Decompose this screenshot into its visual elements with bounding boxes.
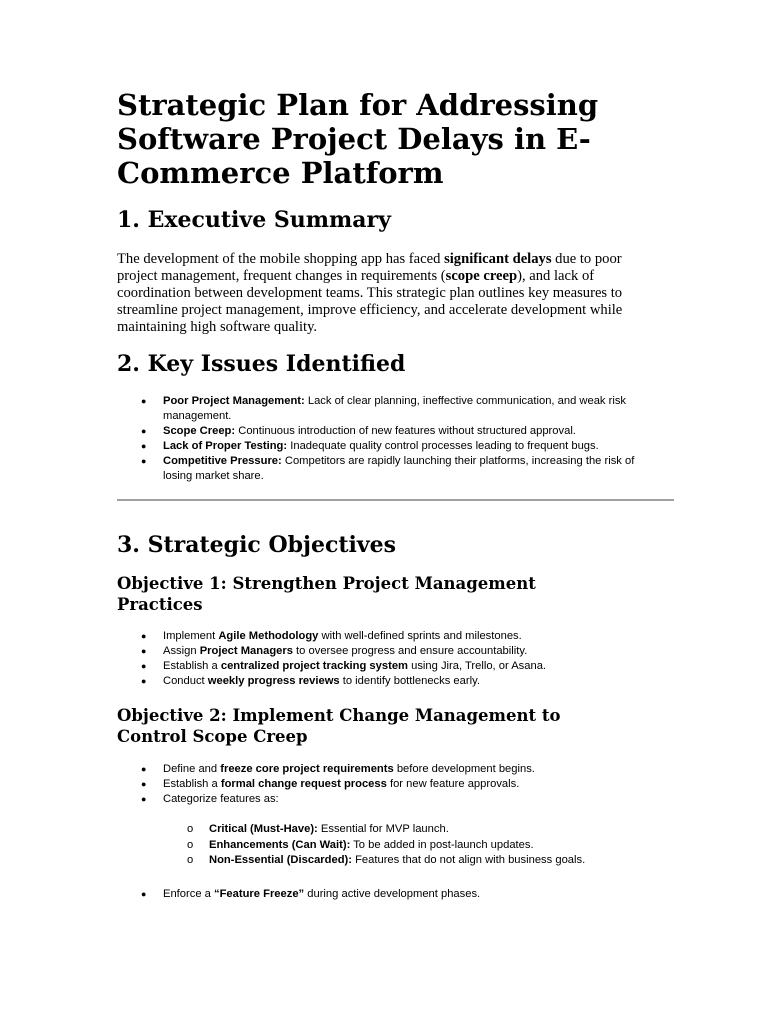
bullet-icon: ● [141, 426, 147, 436]
list-item [117, 424, 662, 439]
item-text: Competitors are rapidly launching their platforms, increasing the risk of losing market share. [163, 455, 635, 482]
item-label: Non-Essential (Discarded): [209, 854, 352, 866]
bullet-icon: ● [141, 889, 147, 899]
bullet-icon: ● [141, 661, 147, 671]
heading-key-issues: 2. Key Issues Identified [117, 351, 406, 377]
key-issues-list [117, 394, 662, 484]
objective-2-list [117, 762, 662, 807]
item-label: Critical (Must-Have): [209, 823, 318, 835]
item-bold: weekly progress reviews [207, 675, 340, 687]
item-text: Establish a [163, 778, 221, 790]
text-run: ), and lack of coordination between development teams. This strategic plan outlines key measures to streamline project management, improve efficiency, and accelerate development while maintaining high software quality. [117, 268, 623, 335]
item-bold: “Feature Freeze” [214, 888, 305, 900]
item-label: Scope Creep: [163, 425, 236, 437]
item-bold: formal change request process [220, 778, 387, 790]
item-text: using Jira, Trello, or Asana. [408, 660, 547, 672]
list-item [117, 454, 662, 484]
bullet-icon: ● [141, 676, 147, 686]
item-bold: centralized project tracking system [220, 660, 408, 672]
list-item [117, 659, 662, 674]
item-label: Competitive Pressure: [163, 455, 282, 467]
text-run: The development of the mobile shopping app has faced [117, 251, 445, 267]
list-item [117, 838, 662, 854]
bullet-icon: ● [141, 456, 147, 466]
item-text: Essential for MVP launch. [317, 823, 449, 835]
item-text: Lack of clear planning, ineffective communication, and weak risk management. [163, 395, 627, 422]
bold-run: significant delays [444, 251, 552, 267]
circle-bullet-icon: o [187, 838, 194, 851]
list-item [117, 853, 662, 869]
circle-bullet-icon: o [187, 823, 194, 835]
feature-categories-list [117, 822, 662, 869]
heading-objective-2: Objective 2: Implement Change Management to Control Scope Creep [117, 706, 561, 746]
item-text: to identify bottlenecks early. [339, 675, 480, 687]
list-item [117, 762, 662, 777]
item-text: Assign [163, 645, 200, 657]
circle-bullet-icon: o [187, 854, 194, 866]
item-text: Enforce a [163, 888, 214, 900]
bullet-icon: ● [141, 646, 147, 656]
item-text: Conduct [163, 675, 208, 687]
item-text: Define and [163, 763, 221, 775]
bullet-icon: ● [141, 441, 147, 451]
item-text: Categorize features as: [163, 793, 279, 805]
item-text: Establish a [163, 660, 221, 672]
item-text: before development begins. [393, 763, 535, 775]
item-text: Inadequate quality control processes leading to frequent bugs. [287, 440, 599, 452]
item-text: for new feature approvals. [386, 778, 520, 790]
list-item [117, 887, 662, 902]
list-item [117, 822, 662, 838]
item-bold: freeze core project requirements [220, 763, 394, 775]
bullet-icon: ● [141, 396, 147, 406]
item-label: Poor Project Management: [163, 395, 305, 407]
objective-2-list-continued [117, 887, 662, 902]
text-run: due to poor project management, frequent changes in requirements ( [117, 251, 622, 284]
document-title: Strategic Plan for Addressing Software Project Delays in E-Commerce Platform [117, 88, 599, 190]
item-text: Continuous introduction of new features without structured approval. [235, 425, 576, 437]
bullet-icon: ● [141, 794, 147, 804]
item-bold: Project Managers [199, 645, 293, 657]
list-item [117, 792, 662, 807]
bullet-icon: ● [141, 631, 147, 641]
item-text: to oversee progress and ensure accountability. [292, 645, 528, 657]
item-label: Lack of Proper Testing: [163, 440, 288, 452]
list-item [117, 394, 662, 424]
item-text: Implement [163, 630, 219, 642]
list-item [117, 439, 662, 454]
list-item [117, 674, 662, 689]
list-item [117, 777, 662, 792]
item-text: Features that do not align with business goals. [351, 854, 586, 866]
heading-strategic-objectives: 3. Strategic Objectives [117, 532, 397, 558]
bullet-icon: ● [141, 779, 147, 789]
item-bold: Agile Methodology [218, 630, 319, 642]
heading-objective-1: Objective 1: Strengthen Project Management Practices [117, 574, 536, 614]
item-text: with well-defined sprints and milestones. [318, 630, 522, 642]
executive-summary-paragraph [117, 251, 662, 336]
objective-1-list [117, 629, 662, 689]
list-item [117, 629, 662, 644]
item-label: Enhancements (Can Wait): [209, 838, 351, 851]
item-text: during active development phases. [304, 888, 481, 900]
horizontal-divider [117, 499, 674, 501]
list-item [117, 644, 662, 659]
bullet-icon: ● [141, 764, 147, 774]
bold-run: scope creep [445, 268, 518, 284]
item-text: To be added in post-launch updates. [350, 838, 534, 851]
heading-executive-summary: 1. Executive Summary [117, 207, 391, 233]
